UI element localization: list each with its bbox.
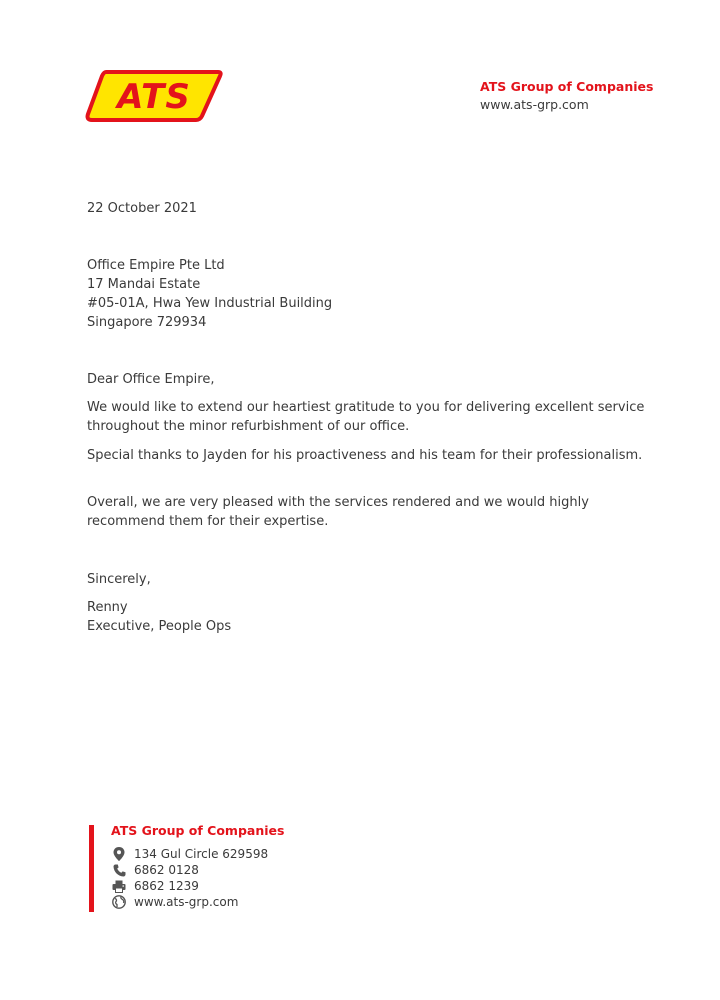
recipient-name: Office Empire Pte Ltd bbox=[87, 258, 225, 273]
footer-website bbox=[111, 894, 268, 910]
recipient-address-line-2: #05-01A, Hwa Yew Industrial Building bbox=[87, 296, 333, 311]
footer-address-text: 134 Gul Circle 629598 bbox=[134, 847, 269, 861]
globe-icon bbox=[111, 895, 127, 909]
ats-logo-text: ATS bbox=[117, 77, 191, 117]
location-pin-icon bbox=[111, 847, 127, 861]
body-paragraph: Special thanks to Jayden for his proactiveness and his team for their professionalism. bbox=[87, 448, 643, 463]
header-company-name: ATS Group of Companies bbox=[480, 79, 654, 94]
body-paragraph: We would like to extend our heartiest gratitude to you for delivering excellent service throughout the minor refurbishment of our office. bbox=[87, 400, 645, 434]
footer-phone-text: 6862 0128 bbox=[134, 863, 199, 877]
body-paragraph: Overall, we are very pleased with the services rendered and we would highly recommend them for their expertise. bbox=[87, 495, 589, 529]
footer-company-name: ATS Group of Companies bbox=[111, 823, 285, 838]
footer-fax-text: 6862 1239 bbox=[134, 879, 199, 893]
signatory bbox=[87, 598, 231, 636]
salutation: Dear Office Empire, bbox=[87, 372, 215, 387]
footer-accent-bar bbox=[89, 825, 94, 912]
letter-date: 22 October 2021 bbox=[87, 201, 197, 216]
ats-logo-graphic bbox=[84, 68, 224, 122]
signatory-title: Executive, People Ops bbox=[87, 619, 232, 634]
footer-phone bbox=[111, 862, 268, 878]
header-contact bbox=[480, 78, 653, 114]
header-website[interactable]: www.ats-grp.com bbox=[480, 97, 589, 112]
phone-icon bbox=[111, 863, 127, 877]
footer-address bbox=[111, 846, 268, 862]
fax-icon bbox=[111, 879, 127, 893]
recipient-address-line-3: Singapore 729934 bbox=[87, 315, 207, 330]
closing: Sincerely, bbox=[87, 572, 151, 587]
footer-contact-list bbox=[111, 846, 268, 910]
signatory-name: Renny bbox=[87, 600, 128, 615]
recipient-address bbox=[87, 256, 332, 332]
footer-website-text[interactable]: www.ats-grp.com bbox=[134, 895, 239, 909]
footer-fax bbox=[111, 878, 268, 894]
recipient-address-line-1: 17 Mandai Estate bbox=[87, 277, 201, 292]
ats-logo bbox=[84, 68, 224, 122]
